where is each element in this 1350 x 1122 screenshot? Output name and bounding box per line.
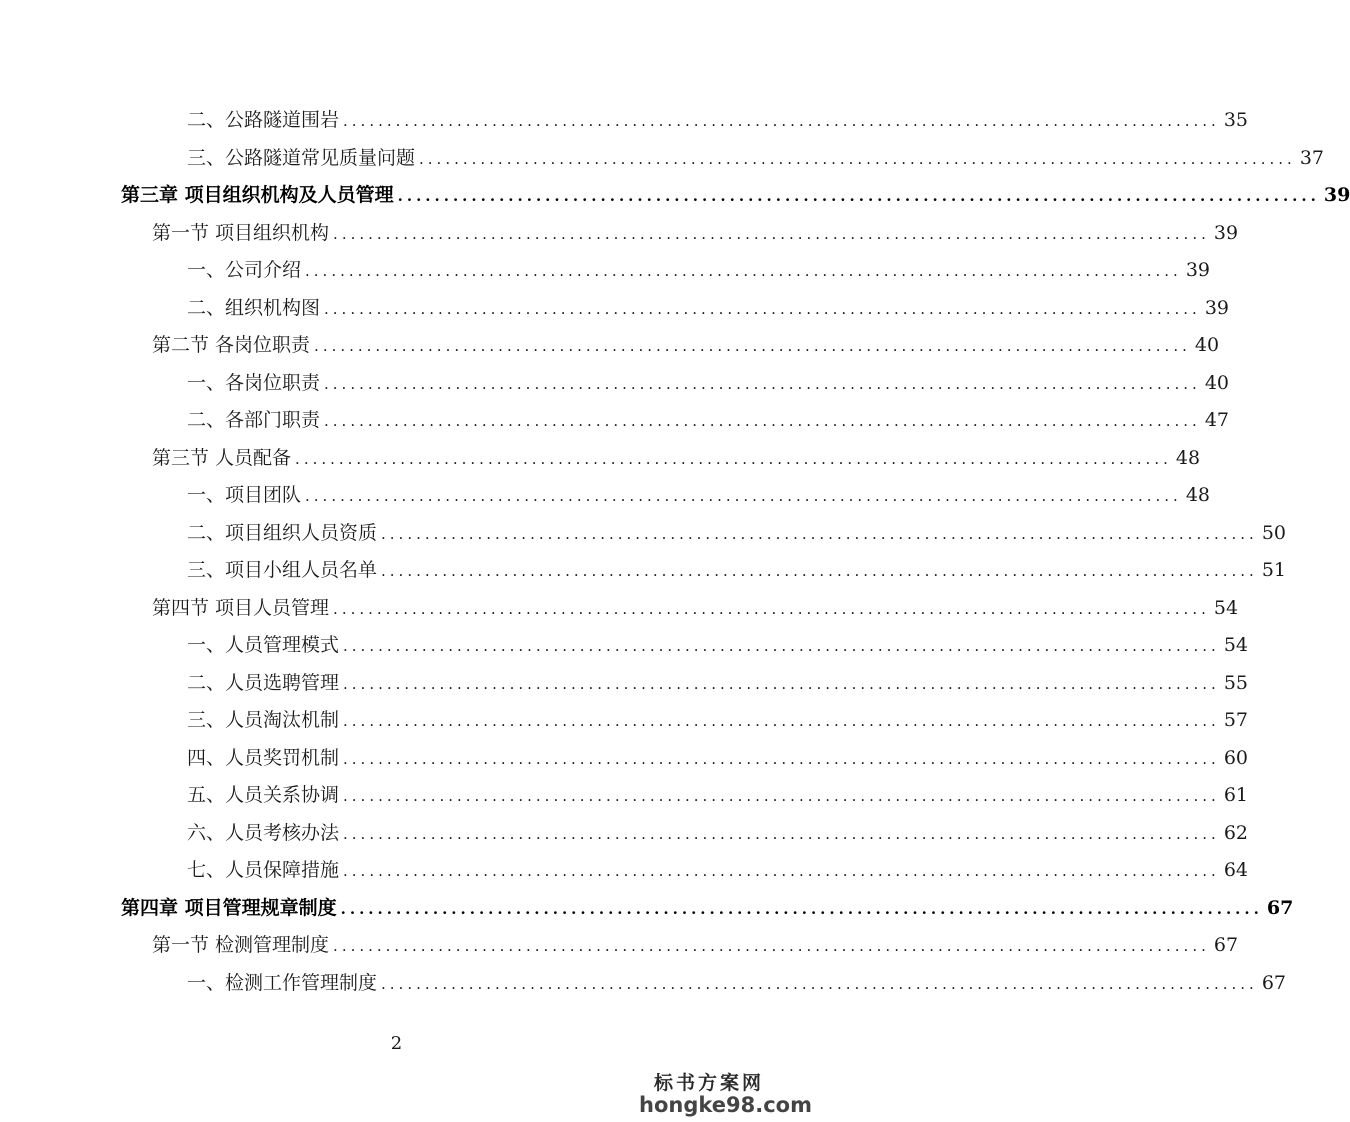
- toc-page-number: 67: [1213, 934, 1239, 956]
- toc-page-number: 54: [1213, 596, 1239, 619]
- toc-entry[interactable]: [152, 331, 1220, 359]
- toc-entry-title: 一、公司介绍: [187, 259, 302, 281]
- toc-page-number: 40: [1204, 371, 1230, 394]
- toc-dot-leader: ....................................................................................................: [305, 487, 1182, 505]
- toc-entry-title: 三、公路隧道常见质量问题: [187, 146, 416, 169]
- toc-entry-title: 五、人员关系协调: [187, 784, 340, 806]
- toc-page-number: 50: [1261, 521, 1287, 544]
- toc-entry[interactable]: [187, 856, 1249, 884]
- toc-entry-title: 一、人员管理模式: [187, 634, 340, 656]
- toc-entry-title: 第三节 人员配备: [152, 446, 292, 469]
- toc-entry[interactable]: [187, 781, 1249, 809]
- toc-entry-title: 四、人员奖罚机制: [187, 746, 340, 769]
- toc-dot-leader: ....................................................................................................: [340, 899, 1263, 918]
- toc-page-number: 40: [1194, 334, 1220, 356]
- toc-entry-title: 二、项目组织人员资质: [187, 521, 378, 544]
- toc-entry-title: 二、各部门职责: [187, 409, 321, 431]
- toc-entry-title: 二、公路隧道围岩: [187, 109, 340, 131]
- toc-page-number: 39: [1323, 184, 1350, 206]
- toc-entry[interactable]: [152, 594, 1239, 622]
- toc-dot-leader: ....................................................................................................: [397, 187, 1320, 205]
- toc-page-number: 48: [1185, 484, 1211, 506]
- toc-entry[interactable]: [187, 369, 1230, 397]
- toc-page-number: 62: [1223, 821, 1249, 844]
- toc-entry[interactable]: [187, 744, 1249, 772]
- toc-entry[interactable]: [152, 931, 1239, 959]
- toc-page-number: 37: [1299, 146, 1325, 169]
- toc-entry-title: 三、项目小组人员名单: [187, 559, 378, 581]
- watermark-chinese: 标书方案网: [653, 1072, 764, 1094]
- toc-entry-title: 二、组织机构图: [187, 296, 321, 319]
- toc-dot-leader: ....................................................................................................: [343, 862, 1220, 880]
- toc-entry-title: 第四章 项目管理规章制度: [121, 896, 337, 919]
- toc-dot-leader: ....................................................................................................: [381, 524, 1258, 543]
- toc-dot-leader: ....................................................................................................: [343, 712, 1220, 730]
- toc-page-number: 35: [1223, 109, 1249, 131]
- toc-page-number: 39: [1213, 221, 1239, 244]
- toc-entry-title: 第二节 各岗位职责: [152, 334, 311, 356]
- toc-entry[interactable]: [152, 444, 1201, 472]
- toc-dot-leader: ....................................................................................................: [324, 412, 1201, 430]
- toc-dot-leader: ....................................................................................................: [381, 974, 1258, 993]
- toc-page-number: 67: [1266, 896, 1294, 919]
- toc-page-number: 64: [1223, 859, 1249, 881]
- toc-entry[interactable]: [121, 181, 1350, 209]
- toc-dot-leader: ....................................................................................................: [419, 149, 1296, 168]
- toc-entry-title: 一、项目团队: [187, 484, 302, 506]
- toc-entry[interactable]: [187, 556, 1287, 584]
- toc-entry[interactable]: [187, 969, 1287, 997]
- toc-dot-leader: ....................................................................................................: [333, 224, 1210, 243]
- toc-entry-title: 六、人员考核办法: [187, 821, 340, 844]
- toc-page-number: 51: [1261, 559, 1287, 581]
- toc-entry[interactable]: [187, 144, 1325, 172]
- toc-entry-title: 一、各岗位职责: [187, 371, 321, 394]
- toc-page-number: 60: [1223, 746, 1249, 769]
- toc-dot-leader: ....................................................................................................: [305, 262, 1182, 280]
- toc-page-number: 39: [1185, 259, 1211, 281]
- toc-entry-title: 第一节 检测管理制度: [152, 934, 330, 956]
- toc-entry[interactable]: [121, 894, 1294, 922]
- toc-entry-title: 三、人员淘汰机制: [187, 709, 340, 731]
- toc-page-number: 67: [1261, 971, 1287, 994]
- toc-page-number: 61: [1223, 784, 1249, 806]
- toc-entry[interactable]: [152, 219, 1239, 247]
- toc-entry-title: 七、人员保障措施: [187, 859, 340, 881]
- toc-dot-leader: ....................................................................................................: [381, 562, 1258, 580]
- toc-page-number: 54: [1223, 634, 1249, 656]
- toc-entry[interactable]: [187, 631, 1249, 659]
- toc-dot-leader: ....................................................................................................: [343, 674, 1220, 693]
- toc-entry-title: 一、检测工作管理制度: [187, 971, 378, 994]
- toc-dot-leader: ....................................................................................................: [333, 599, 1210, 618]
- toc-entry-title: 第三章 项目组织机构及人员管理: [121, 184, 394, 206]
- toc-entry[interactable]: [187, 294, 1230, 322]
- page-number: 2: [390, 1033, 403, 1054]
- toc-entry-title: 二、人员选聘管理: [187, 671, 340, 694]
- watermark-url: hongke98.com: [639, 1093, 812, 1117]
- toc-entry[interactable]: [187, 519, 1287, 547]
- toc-dot-leader: ....................................................................................................: [343, 637, 1220, 655]
- toc-entry[interactable]: [187, 256, 1211, 284]
- toc-page-number: 39: [1204, 296, 1230, 319]
- toc-page-number: 48: [1175, 446, 1201, 469]
- toc-dot-leader: ....................................................................................................: [333, 937, 1210, 955]
- toc-entry-title: 第一节 项目组织机构: [152, 221, 330, 244]
- toc-entry[interactable]: [187, 669, 1249, 697]
- toc-dot-leader: ....................................................................................................: [314, 337, 1191, 355]
- toc-dot-leader: ....................................................................................................: [324, 299, 1201, 318]
- toc-dot-leader: ....................................................................................................: [343, 824, 1220, 843]
- watermark-logo: [639, 1068, 812, 1117]
- toc-dot-leader: ....................................................................................................: [343, 112, 1220, 130]
- toc-dot-leader: ....................................................................................................: [343, 749, 1220, 768]
- toc-dot-leader: ....................................................................................................: [295, 449, 1172, 468]
- toc-dot-leader: ....................................................................................................: [343, 787, 1220, 805]
- toc-page-number: 55: [1223, 671, 1249, 694]
- toc-dot-leader: ....................................................................................................: [324, 374, 1201, 393]
- toc-entry[interactable]: [187, 819, 1249, 847]
- toc-entry[interactable]: [187, 706, 1249, 734]
- toc-entry[interactable]: [187, 106, 1249, 134]
- toc-entry[interactable]: [187, 481, 1211, 509]
- toc-page-number: 47: [1204, 409, 1230, 431]
- toc-entry-title: 第四节 项目人员管理: [152, 596, 330, 619]
- toc-entry[interactable]: [187, 406, 1230, 434]
- toc-page-number: 57: [1223, 709, 1249, 731]
